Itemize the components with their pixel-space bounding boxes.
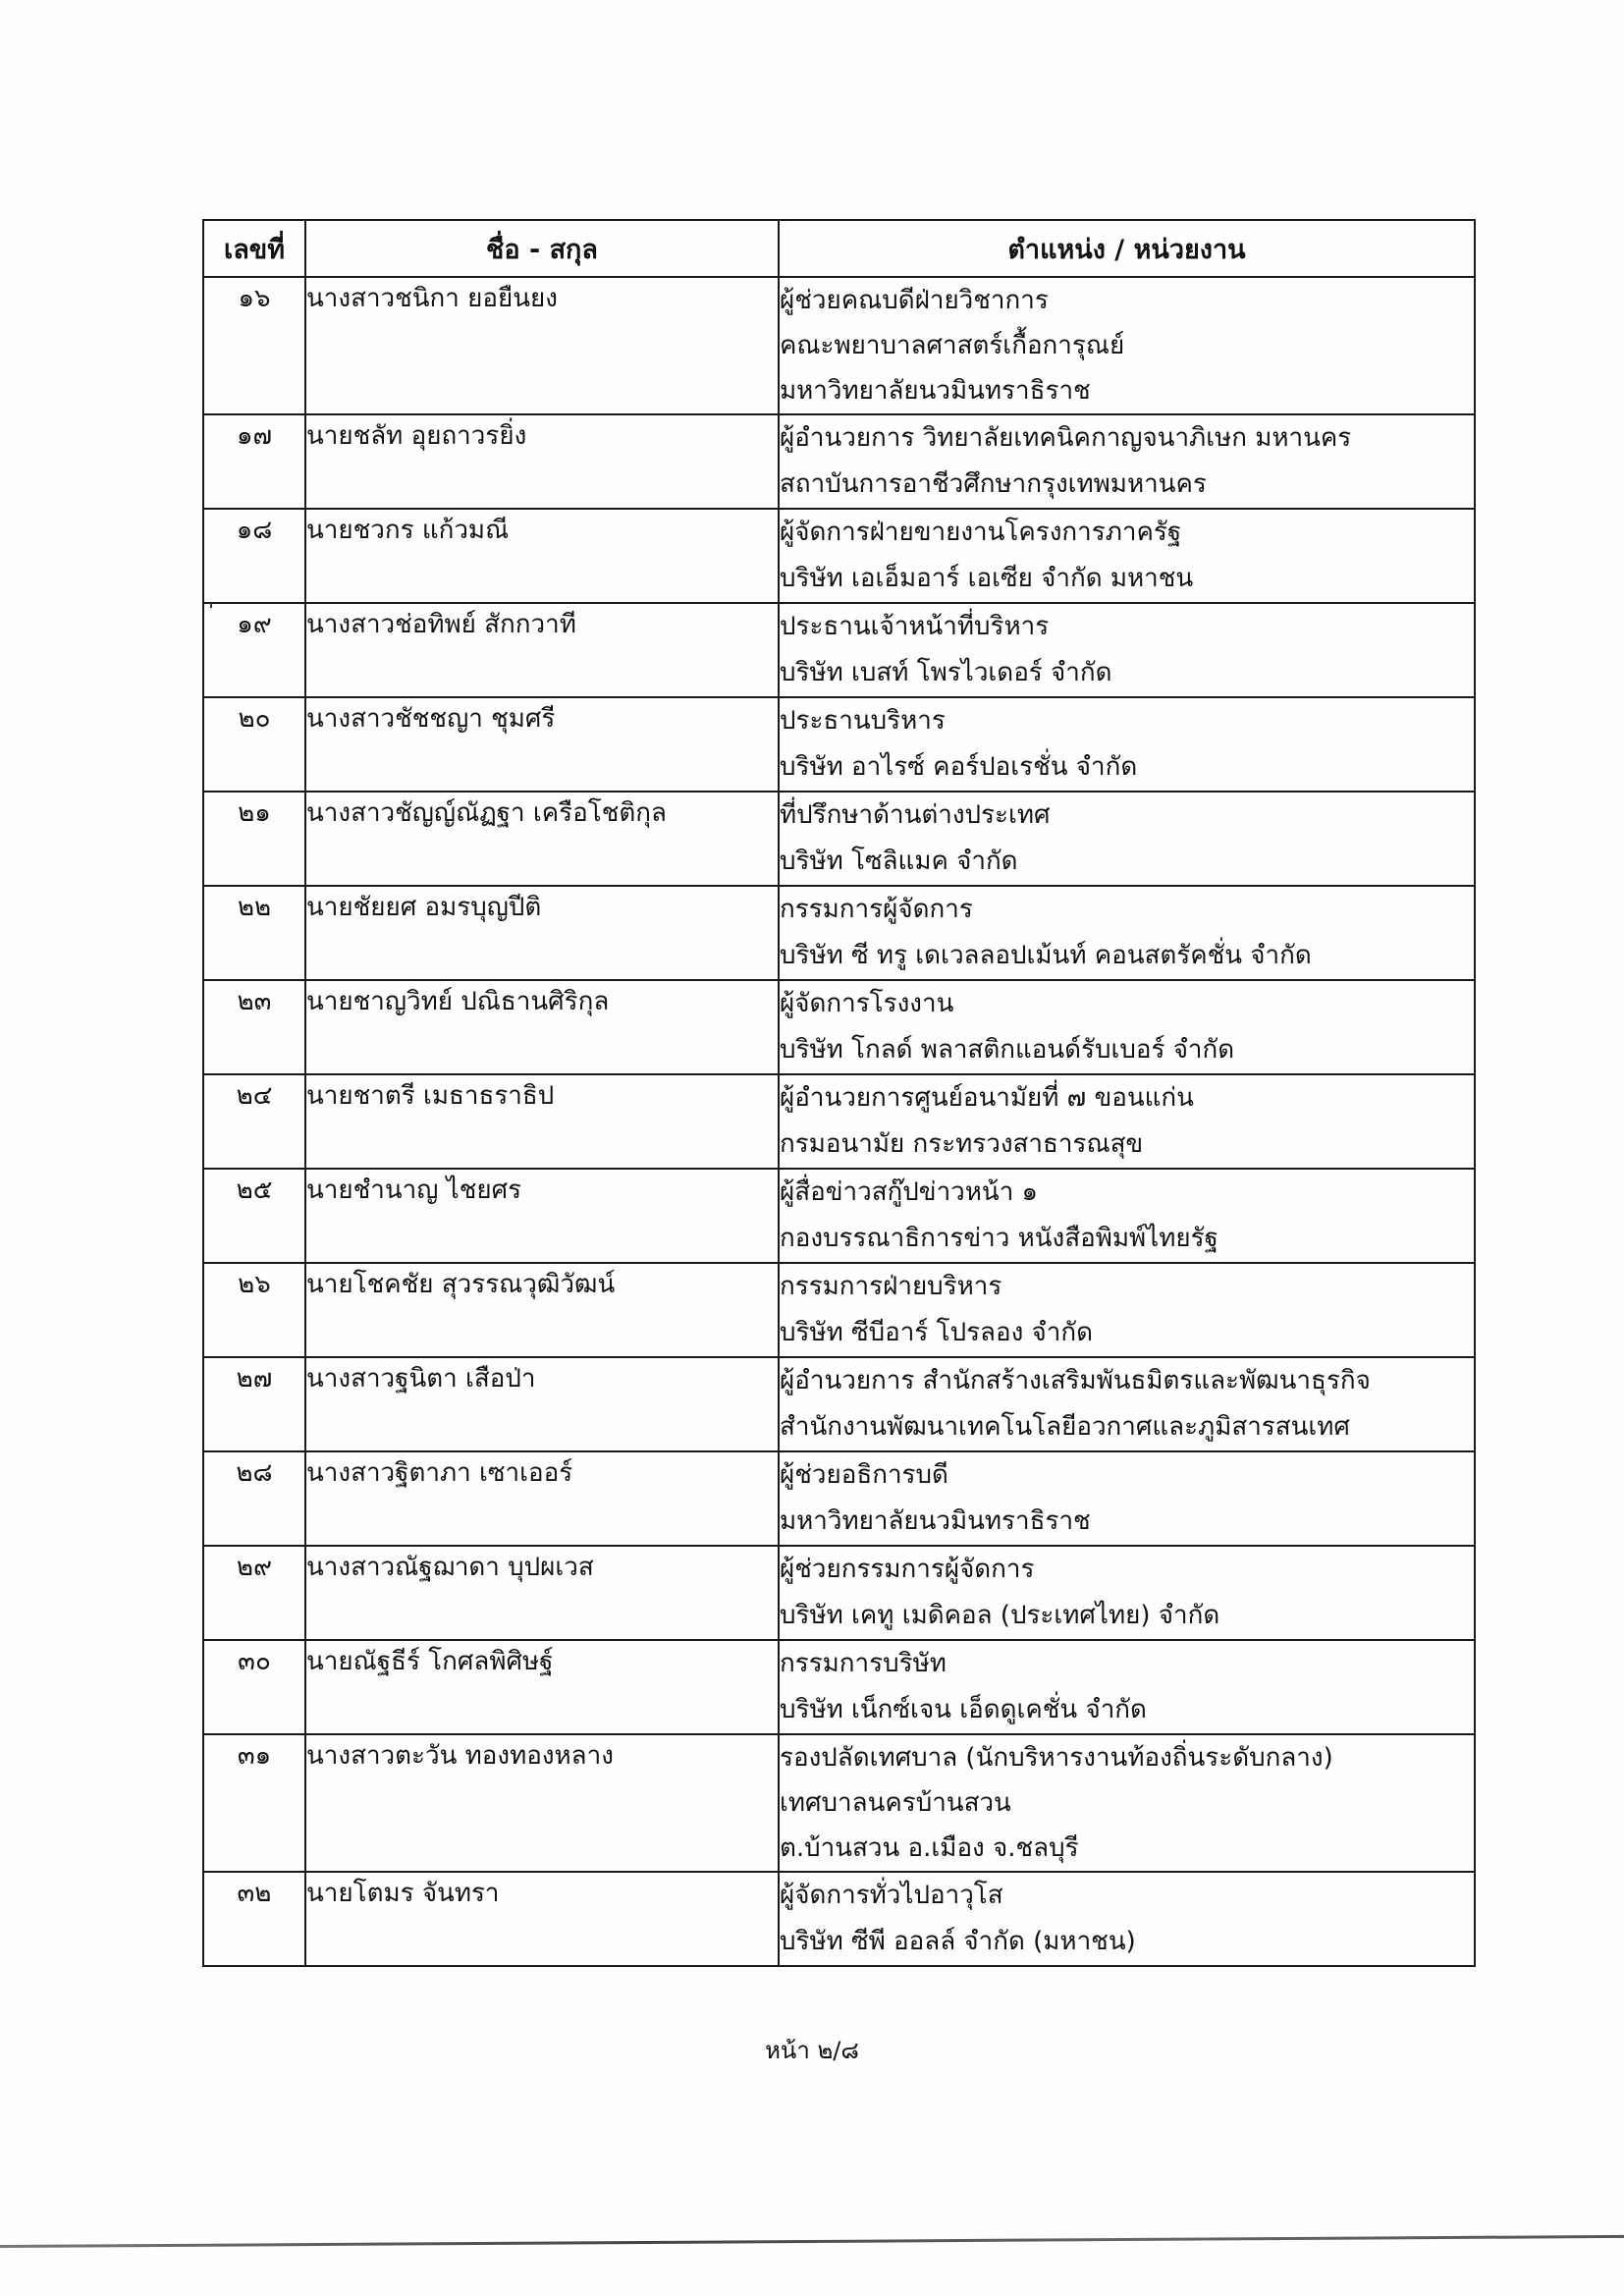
position-line: กรรมการบริษัท — [780, 1649, 947, 1678]
page-number: หน้า ๒/๘ — [765, 2037, 859, 2064]
person-name: นายโตมร จันทรา — [305, 1872, 779, 1966]
position-cell — [779, 886, 1475, 980]
position-line: มหาวิทยาลัยนวมินทราธิราช — [780, 376, 1091, 406]
person-name: นายชาญวิทย์ ปณิธานศิริกุล — [305, 980, 779, 1074]
position-line: บริษัท อาไรซ์ คอร์ปอเรชั่น จำกัด — [780, 752, 1138, 782]
row-number: ๑๙ — [203, 603, 305, 697]
position-line: ผู้ช่วยกรรมการผู้จัดการ — [780, 1555, 1035, 1584]
committee-table — [202, 219, 1476, 1967]
person-name: นางสาวชนิกา ยอยืนยง — [305, 277, 779, 414]
table-row — [203, 1451, 1475, 1546]
position-line: ผู้สื่อข่าวสกู๊ปข่าวหน้า ๑ — [780, 1177, 1039, 1207]
header-name: ชื่อ - สกุล — [305, 220, 779, 277]
position-line: กองบรรณาธิการข่าว หนังสือพิมพ์ไทยรัฐ — [780, 1224, 1218, 1253]
table-row — [203, 603, 1475, 697]
position-line: ผู้อำนวยการ สำนักสร้างเสริมพันธมิตรและพัฒนาธุรกิจ — [780, 1366, 1371, 1395]
position-line: บริษัท โกลด์ พลาสติกแอนด์รับเบอร์ จำกัด — [780, 1035, 1235, 1065]
position-cell — [779, 1872, 1475, 1966]
position-line: กรรมการผู้จัดการ — [780, 895, 973, 924]
table-row — [203, 1872, 1475, 1966]
position-line: รองปลัดเทศบาล (นักบริหารงานท้องถิ่นระดับกลาง) — [780, 1743, 1333, 1773]
position-line: มหาวิทยาลัยนวมินทราธิราช — [780, 1506, 1091, 1536]
row-number: ๓๑ — [203, 1734, 305, 1872]
person-name: นางสาวฐิตาภา เซาเออร์ — [305, 1451, 779, 1546]
position-line: สถาบันการอาชีวศึกษากรุงเทพมหานคร — [780, 469, 1207, 499]
position-cell — [779, 509, 1475, 603]
table-row — [203, 980, 1475, 1074]
header-number: เลขที่ — [203, 220, 305, 277]
position-cell — [779, 1640, 1475, 1734]
position-cell — [779, 697, 1475, 792]
person-name: นายชาตรี เมธาธราธิป — [305, 1074, 779, 1169]
row-number: ๑๗ — [203, 414, 305, 509]
table-row — [203, 1074, 1475, 1169]
person-name: นายชวกร แก้วมณี — [305, 509, 779, 603]
position-line: บริษัท ซี ทรู เดเวลลอปเม้นท์ คอนสตรัคชั่น จำกัด — [780, 941, 1312, 970]
person-name: นายโชคชัย สุวรรณวุฒิวัฒน์ — [305, 1263, 779, 1357]
table-row — [203, 1169, 1475, 1263]
row-number: ๒๙ — [203, 1546, 305, 1640]
person-name: นายชลัท อุยถาวรยิ่ง — [305, 414, 779, 509]
person-name: นายณัฐธีร์ โกศลพิศิษฐ์ — [305, 1640, 779, 1734]
row-number: ๒๐ — [203, 697, 305, 792]
position-cell — [779, 1169, 1475, 1263]
position-cell — [779, 1734, 1475, 1872]
table-row — [203, 1546, 1475, 1640]
table-row — [203, 1357, 1475, 1451]
position-line: กรมอนามัย กระทรวงสาธารณสุข — [780, 1129, 1144, 1159]
scan-edge-line — [0, 2235, 1624, 2248]
person-name: นางสาวชัชชญา ชุมศรี — [305, 697, 779, 792]
position-cell — [779, 277, 1475, 414]
position-cell — [779, 1451, 1475, 1546]
position-cell — [779, 980, 1475, 1074]
position-line: สำนักงานพัฒนาเทคโนโลยีอวกาศและภูมิสารสนเทศ — [780, 1412, 1350, 1442]
position-line: ผู้ช่วยอธิการบดี — [780, 1460, 948, 1490]
table-row — [203, 414, 1475, 509]
position-line: ต.บ้านสวน อ.เมือง จ.ชลบุรี — [780, 1833, 1079, 1863]
row-number: ๒๕ — [203, 1169, 305, 1263]
position-line: บริษัท เอเอ็มอาร์ เอเซีย จำกัด มหาชน — [780, 564, 1194, 593]
position-cell — [779, 414, 1475, 509]
row-number: ๒๑ — [203, 792, 305, 886]
position-line: กรรมการฝ่ายบริหาร — [780, 1272, 1002, 1301]
table-row — [203, 509, 1475, 603]
person-name: นางสาวตะวัน ทองทองหลาง — [305, 1734, 779, 1872]
table-body — [203, 277, 1475, 1966]
table-row — [203, 1734, 1475, 1872]
position-cell — [779, 792, 1475, 886]
position-line: ผู้จัดการทั่วไปอาวุโส — [780, 1881, 1003, 1910]
person-name: นางสาวณัฐฌาดา บุปผเวส — [305, 1546, 779, 1640]
row-number: ๒๘ — [203, 1451, 305, 1546]
row-number: ๓๒ — [203, 1872, 305, 1966]
row-number: ๒๖ — [203, 1263, 305, 1357]
row-number: ๒๔ — [203, 1074, 305, 1169]
table-row — [203, 886, 1475, 980]
position-line: บริษัท ซีบีอาร์ โปรลอง จำกัด — [780, 1318, 1094, 1347]
table-row — [203, 1640, 1475, 1734]
position-line: ผู้จัดการฝ่ายขายงานโครงการภาครัฐ — [780, 518, 1182, 547]
row-number: ๑๘ — [203, 509, 305, 603]
position-line: บริษัท ซีพี ออลล์ จำกัด (มหาชน) — [780, 1927, 1136, 1956]
position-cell — [779, 1546, 1475, 1640]
row-number: ๒๒ — [203, 886, 305, 980]
position-line: บริษัท โซลิแมค จำกัด — [780, 847, 1018, 876]
position-line: ผู้ช่วยคณบดีฝ่ายวิชาการ — [780, 286, 1049, 315]
row-number: ๓๐ — [203, 1640, 305, 1734]
position-cell — [779, 603, 1475, 697]
table-row — [203, 792, 1475, 886]
table-row — [203, 1263, 1475, 1357]
row-number: ๒๓ — [203, 980, 305, 1074]
table-row — [203, 697, 1475, 792]
position-line: ประธานบริหาร — [780, 706, 946, 736]
person-name: นายชำนาญ ไชยศร — [305, 1169, 779, 1263]
position-line: ประธานเจ้าหน้าที่บริหาร — [780, 612, 1050, 641]
row-number: ๑๖ — [203, 277, 305, 414]
position-line: บริษัท เน็กซ์เจน เอ็ดดูเคชั่น จำกัด — [780, 1695, 1147, 1724]
position-line: ผู้จัดการโรงงาน — [780, 989, 954, 1018]
table-header-row — [203, 220, 1475, 277]
position-line: บริษัท เคทู เมดิคอล (ประเทศไทย) จำกัด — [780, 1601, 1220, 1630]
person-name: นายชัยยศ อมรบุญปีติ — [305, 886, 779, 980]
position-line: ที่ปรึกษาด้านต่างประเทศ — [780, 800, 1051, 830]
position-line: บริษัท เบสท์ โพรไวเดอร์ จำกัด — [780, 658, 1112, 687]
position-line: เทศบาลนครบ้านสวน — [780, 1788, 1011, 1818]
person-name: นางสาวฐนิตา เสือป่า — [305, 1357, 779, 1451]
row-number: ๒๗ — [203, 1357, 305, 1451]
position-cell — [779, 1357, 1475, 1451]
person-name: นางสาวชัญญ์ณัฏฐา เครือโชติกุล — [305, 792, 779, 886]
table-row — [203, 277, 1475, 414]
position-cell — [779, 1263, 1475, 1357]
position-line: คณะพยาบาลศาสตร์เกื้อการุณย์ — [780, 331, 1125, 360]
position-cell — [779, 1074, 1475, 1169]
position-line: ผู้อำนวยการศูนย์อนามัยที่ ๗ ขอนแก่น — [780, 1083, 1194, 1113]
position-line: ผู้อำนวยการ วิทยาลัยเทคนิคกาญจนาภิเษก มหานคร — [780, 423, 1352, 453]
header-position: ตำแหน่ง / หน่วยงาน — [779, 220, 1475, 277]
person-name: นางสาวช่อทิพย์ สักกวาที — [305, 603, 779, 697]
scan-speck — [210, 603, 212, 608]
